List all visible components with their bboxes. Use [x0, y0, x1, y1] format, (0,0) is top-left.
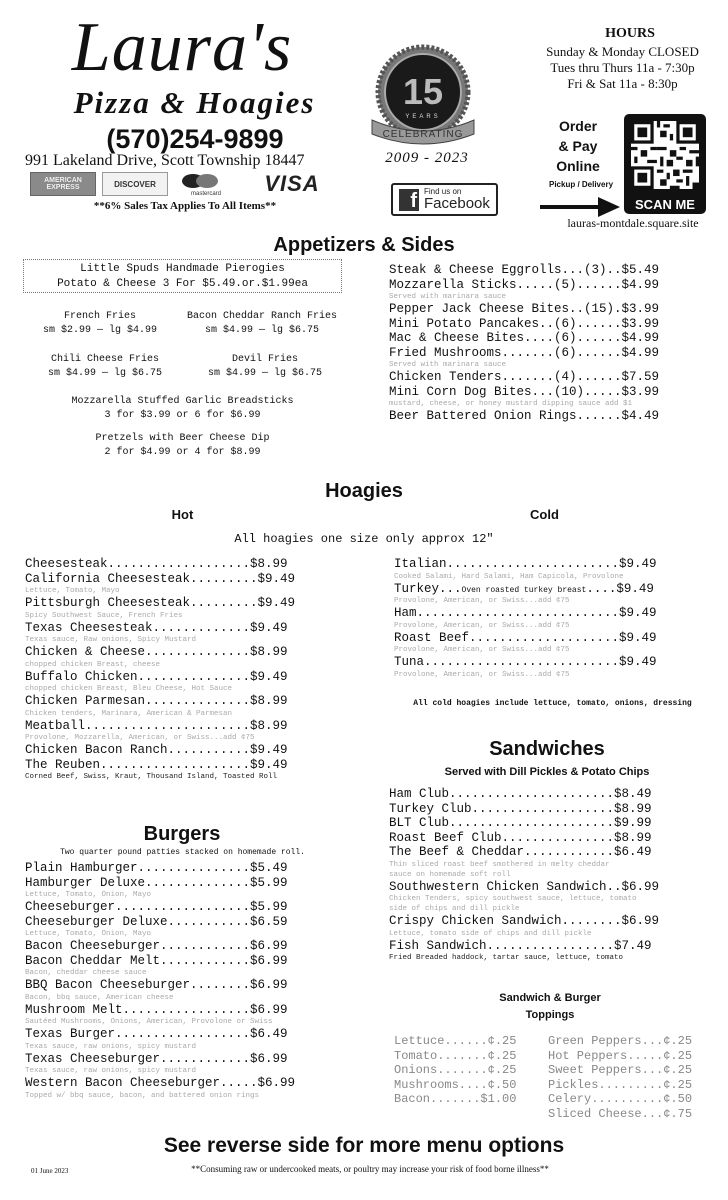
menu-item-text: Mac & Cheese Bites....(6)......$4.99 [389, 331, 660, 345]
menu-item-text: Mushroom Melt.................$6.99 [25, 1002, 288, 1017]
topping-item: Tomato.......¢.25 [394, 1048, 517, 1063]
menu-item-text: Ham Club......................$8.49 [389, 787, 652, 801]
menu-item [25, 758, 360, 773]
menu-item-description: chopped chicken Breast, cheese [25, 660, 161, 669]
order-line3: Online [556, 158, 600, 174]
order-line2: & Pay [558, 138, 598, 154]
arrow-right-icon [540, 196, 620, 218]
mastercard-circle-right [196, 174, 218, 188]
pretzels-price: 2 for $4.99 or 4 for $8.99 [104, 447, 261, 458]
menu-item-description: Served with marinara sauce [389, 293, 507, 301]
menu-item-text: Pittsburgh Cheesesteak.........$9.49 [25, 596, 296, 610]
menu-item [389, 802, 724, 817]
hoagie-size-note: All hoagies one size only approx 12″ [234, 532, 494, 546]
pretzels-name: Pretzels with Beer Cheese Dip [95, 433, 270, 444]
menu-item-description: Thin sliced roast beef smothered in melty cheddar sauce on homemade soft roll [389, 860, 610, 879]
menu-item-text: BBQ Bacon Cheeseburger........$6.99 [25, 978, 288, 992]
menu-item-description: Provolone, Mozzarella, American, or Swiss...add ¢75 [25, 734, 255, 742]
breadsticks-name: Mozzarella Stuffed Garlic Breadsticks [71, 396, 294, 407]
menu-item-text: Fish Sandwich.................$7.49 [389, 938, 652, 953]
menu-item [389, 914, 724, 929]
menu-item [25, 694, 360, 709]
menu-item [389, 302, 724, 317]
topping-item: Celery..........¢.50 [548, 1092, 693, 1106]
appetizers-list [389, 263, 724, 424]
accepted-cards [30, 172, 340, 196]
breadsticks-item [20, 395, 345, 423]
menu-item [25, 900, 360, 915]
menu-item-text: Mozzarella Sticks.....(5)......$4.99 [389, 277, 660, 292]
reverse-side-note: See reverse side for more menu options [163, 1134, 565, 1157]
menu-item [389, 278, 724, 293]
menu-item [25, 939, 360, 954]
menu-item-description: Lettuce, Tomato, Mayo [25, 587, 120, 595]
menu-item [394, 582, 724, 597]
menu-item-name: Turkey... [394, 581, 462, 596]
menu-item-text: Pepper Jack Cheese Bites..(15).$3.99 [389, 302, 660, 316]
fries-price: sm $4.99 — lg $6.75 [207, 368, 323, 379]
menu-item-description: Topped w/ bbq sauce, bacon, and battered onion rings [25, 1091, 260, 1100]
anniversary-badge-icon [370, 42, 476, 152]
menu-item [389, 787, 724, 802]
menu-item-description: Served with marinara sauce [389, 361, 507, 369]
hot-hoagies-label: Hot [171, 507, 194, 522]
fries-item [20, 310, 180, 338]
menu-item-text: Italian.......................$9.49 [394, 557, 657, 571]
menu-item-text: Plain Hamburger...............$5.49 [25, 861, 288, 875]
menu-item-description: Sautéed Mushrooms, Onions, American, Provolone or Swiss [25, 1018, 273, 1026]
menu-item-description: Texas sauce, Raw onions, Spicy Mustard [25, 636, 197, 644]
menu-item [389, 409, 724, 424]
order-online-text [545, 116, 611, 176]
menu-item-text: Cheeseburger Deluxe...........$6.59 [25, 914, 288, 929]
menu-item-text: Roast Beef Club...............$8.99 [389, 830, 652, 845]
facebook-button[interactable] [391, 183, 498, 216]
topping-item: Pickles.........¢.25 [548, 1077, 693, 1092]
burgers-list [25, 861, 360, 1101]
topping-item: Hot Peppers.....¢.25 [548, 1048, 693, 1063]
toppings-subtitle: Toppings [525, 1009, 575, 1021]
menu-item [25, 954, 360, 969]
menu-item-description: Provolone, American, or Swiss...add ¢75 [394, 597, 570, 605]
menu-item [25, 1076, 360, 1091]
menu-item-inline-desc: Oven roasted turkey breast [461, 585, 587, 595]
menu-item-text: Meatball......................$8.99 [25, 718, 288, 733]
burgers-title: Burgers [143, 823, 221, 845]
visa-logo-icon: VISA [264, 171, 320, 196]
amex-logo-icon [30, 172, 96, 196]
fries-price: sm $4.99 — lg $6.75 [204, 325, 320, 336]
sandwiches-title: Sandwiches [489, 738, 605, 760]
qr-code-icon [631, 121, 699, 189]
hours-line: Sunday & Monday CLOSED [546, 44, 699, 59]
menu-item-text: Buffalo Chicken...............$9.49 [25, 669, 288, 684]
appetizers-title: Appetizers & Sides [273, 234, 455, 256]
menu-item-text: Bacon Cheddar Melt............$6.99 [25, 953, 288, 968]
fries-item [178, 310, 346, 338]
menu-item-description: Provolone, American, or Swiss...add ¢75 [394, 670, 570, 679]
menu-item-description: Bacon, bbq sauce, American cheese [25, 993, 174, 1002]
menu-item-text: Western Bacon Cheeseburger.....$6.99 [25, 1076, 296, 1090]
facebook-small-text: Find us on [424, 187, 462, 196]
menu-item-description: Chicken Tenders, spicy southwest sauce, lettuce, tomato side of chips and dill pickle [389, 895, 637, 913]
menu-item [394, 606, 724, 621]
menu-item [25, 670, 360, 685]
menu-item [25, 572, 360, 587]
menu-item-price: ....$9.49 [586, 581, 654, 596]
hot-hoagies-list [25, 557, 360, 782]
topping-item: Sliced Cheese...¢.75 [548, 1106, 693, 1121]
menu-item-text: Texas Burger..................$6.49 [25, 1027, 288, 1041]
menu-item [389, 939, 724, 954]
menu-item [25, 915, 360, 930]
menu-item-description: Spicy Southwest Sauce, French Fries [25, 611, 183, 620]
pierogi-line: Little Spuds Handmade Pierogies [80, 263, 285, 275]
menu-item-text: Hamburger Deluxe..............$5.99 [25, 875, 288, 890]
menu-item-description: Texas sauce, raw onions, spicy mustard [25, 1067, 197, 1075]
menu-item-text: Turkey Club...................$8.99 [389, 801, 652, 816]
menu-item-description: Fried Breaded haddock, tartar sauce, lettuce, tomato [389, 954, 624, 962]
tax-note: **6% Sales Tax Applies To All Items** [93, 200, 277, 212]
menu-item [25, 861, 360, 876]
badge-year-range: 2009 - 2023 [385, 150, 469, 166]
menu-item-text: The Beef & Cheddar............$6.49 [389, 845, 652, 859]
menu-item [389, 331, 724, 346]
menu-item-text: The Reuben....................$9.49 [25, 757, 288, 772]
menu-item-text: Bacon Cheeseburger............$6.99 [25, 939, 288, 953]
mastercard-logo-icon [174, 173, 238, 195]
breadsticks-price: 3 for $3.99 or 6 for $6.99 [104, 410, 261, 421]
menu-item-description: Bacon, cheddar cheese sauce [25, 969, 147, 977]
menu-item [25, 645, 360, 660]
sandwiches-subtitle: Served with Dill Pickles & Potato Chips [444, 766, 650, 778]
menu-item [389, 816, 724, 831]
topping-item: Bacon.......$1.00 [394, 1092, 517, 1106]
pickup-delivery: Pickup / Delivery [548, 180, 614, 189]
menu-item-text: Southwestern Chicken Sandwich..$6.99 [389, 879, 660, 894]
hoagies-title: Hoagies [325, 480, 403, 502]
hours-line: Tues thru Thurs 11a - 7:30p [550, 60, 695, 75]
menu-item-description: Chicken tenders, Marinara, American & Parmesan [25, 709, 233, 718]
menu-item [25, 978, 360, 993]
menu-item-description: Lettuce, Tomato, Onion, Mayo [25, 930, 152, 938]
amex-line1: AMERICAN [44, 177, 82, 184]
menu-item-text: Chicken & Cheese..............$8.99 [25, 645, 288, 659]
toppings-title: Sandwich & Burger [499, 992, 601, 1004]
pierogi-line: Potato & Cheese 3 For $5.49.or.$1.99ea [57, 278, 308, 290]
qr-code[interactable] [624, 114, 706, 214]
menu-item-description: Lettuce, tomato side of chips and dill pickle [389, 929, 592, 938]
menu-item [389, 831, 724, 846]
menu-item-text: Cheeseburger..................$5.99 [25, 900, 288, 914]
facebook-big-text: Facebook [424, 195, 490, 212]
order-website-link[interactable]: lauras-montdale.square.site [567, 216, 699, 230]
address: 991 Lakeland Drive, Scott Township 18447 [25, 152, 305, 169]
menu-item [25, 1052, 360, 1067]
menu-item-text: Roast Beef....................$9.49 [394, 630, 657, 645]
menu-item-description: Provolone, American, or Swiss...add ¢75 [394, 646, 570, 654]
menu-item-description: Texas sauce, raw onions, spicy mustard [25, 1042, 197, 1051]
menu-item-description: chopped chicken Breast, Bleu Cheese, Hot Sauce [25, 685, 233, 693]
cold-hoagies-label: Cold [530, 507, 559, 522]
fries-name: Bacon Cheddar Ranch Fries [186, 311, 338, 322]
fries-name: French Fries [63, 311, 136, 322]
badge-number: 15 [402, 71, 444, 112]
menu-item-text: Steak & Cheese Eggrolls...(3)..$5.49 [389, 263, 660, 277]
menu-item-text: Crispy Chicken Sandwich........$6.99 [389, 914, 660, 928]
topping-item: Mushrooms....¢.50 [394, 1077, 517, 1092]
sandwiches-list [389, 787, 724, 963]
burgers-subtitle: Two quarter pound patties stacked on homemade roll. [60, 848, 305, 857]
badge-celebrating: CELEBRATING [382, 129, 464, 140]
menu-item [25, 1003, 360, 1018]
fries-price: sm $2.99 — lg $4.99 [42, 325, 158, 336]
menu-item-text: Mini Potato Pancakes..(6)......$3.99 [389, 316, 660, 331]
menu-item-text: Tuna..........................$9.49 [394, 655, 657, 669]
menu-item-text: BLT Club......................$9.99 [389, 816, 652, 830]
menu-date: 01 June 2023 [31, 1167, 69, 1175]
menu-item [394, 557, 724, 572]
topping-item: Green Peppers...¢.25 [548, 1034, 693, 1048]
restaurant-name-logo: Laura's [71, 9, 293, 86]
menu-item-text: California Cheesesteak.........$9.49 [25, 571, 296, 586]
cold-hoagies-list [394, 557, 724, 680]
menu-item [25, 719, 360, 734]
menu-item-text: Chicken Bacon Ranch...........$9.49 [25, 743, 288, 757]
fries-item [20, 353, 190, 381]
order-line1: Order [558, 118, 598, 134]
toppings-right-list [548, 1034, 718, 1121]
menu-item [394, 655, 724, 670]
menu-item [25, 743, 360, 758]
discover-logo-icon: DISCOVER [102, 172, 168, 196]
topping-item: Onions.......¢.25 [394, 1063, 517, 1077]
amex-line2: EXPRESS [46, 184, 80, 191]
menu-item [389, 346, 724, 361]
restaurant-subtitle-logo: Pizza & Hoagies [73, 85, 316, 120]
menu-item [389, 880, 724, 895]
topping-item: Sweet Peppers...¢.25 [548, 1063, 693, 1077]
menu-item-text: Texas Cheeseburger............$6.99 [25, 1051, 288, 1066]
menu-item-description: Lettuce, Tomato, Onion, Mayo [25, 891, 152, 899]
cold-hoagies-note: All cold hoagies include lettuce, tomato, onions, dressing [413, 699, 692, 708]
hours-title: HOURS [605, 26, 655, 41]
menu-item-text: Chicken Parmesan..............$8.99 [25, 694, 288, 708]
menu-item [389, 370, 724, 385]
fries-price: sm $4.99 — lg $6.75 [47, 368, 163, 379]
menu-item-text: Chicken Tenders.......(4)......$7.59 [389, 370, 660, 384]
topping-item: Lettuce......¢.25 [394, 1034, 517, 1048]
menu-item-text: Fried Mushrooms.......(6)......$4.99 [389, 345, 660, 360]
menu-item-text: Cheesesteak...................$8.99 [25, 557, 288, 571]
pretzels-item [20, 432, 345, 460]
menu-item-description: Corned Beef, Swiss, Kraut, Thousand Island, Toasted Roll [25, 773, 278, 781]
menu-item-description: mustard, cheese, or honey mustard dipping sauce add $1 [389, 400, 633, 408]
menu-item-text: Texas Cheesesteak.............$9.49 [25, 620, 288, 635]
menu-item [25, 621, 360, 636]
scan-me-label: SCAN ME [635, 197, 695, 212]
facebook-icon: f [399, 189, 419, 211]
menu-item-description: Cooked Salami, Hard Salami, Ham Capicola, Provolone [394, 572, 624, 581]
hours-line: Fri & Sat 11a - 8:30p [567, 76, 678, 91]
menu-item-text: Beer Battered Onion Rings......$4.49 [389, 409, 660, 423]
menu-item [389, 845, 724, 860]
menu-item-text: Ham...........................$9.49 [394, 606, 657, 620]
toppings-left-list [394, 1034, 534, 1107]
badge-years: YEARS [405, 114, 441, 120]
menu-item [389, 317, 724, 332]
menu-item [389, 263, 724, 278]
menu-item [25, 876, 360, 891]
phone-number: (570)254-9899 [106, 124, 284, 154]
pierogi-box [23, 259, 342, 293]
menu-item [389, 385, 724, 400]
fries-item [190, 353, 340, 381]
mastercard-label: mastercard [190, 191, 221, 197]
fries-name: Chili Cheese Fries [50, 354, 160, 365]
menu-item [394, 631, 724, 646]
food-safety-warning: **Consuming raw or undercooked meats, or poultry may increase your risk of food borne illness** [191, 1164, 549, 1174]
fries-name: Devil Fries [231, 354, 298, 365]
menu-item-text: Mini Corn Dog Bites...(10).....$3.99 [389, 384, 660, 399]
menu-item [25, 596, 360, 611]
menu-item-description: Provolone, American, or Swiss...add ¢75 [394, 621, 570, 630]
menu-item [25, 1027, 360, 1042]
menu-item [25, 557, 360, 572]
